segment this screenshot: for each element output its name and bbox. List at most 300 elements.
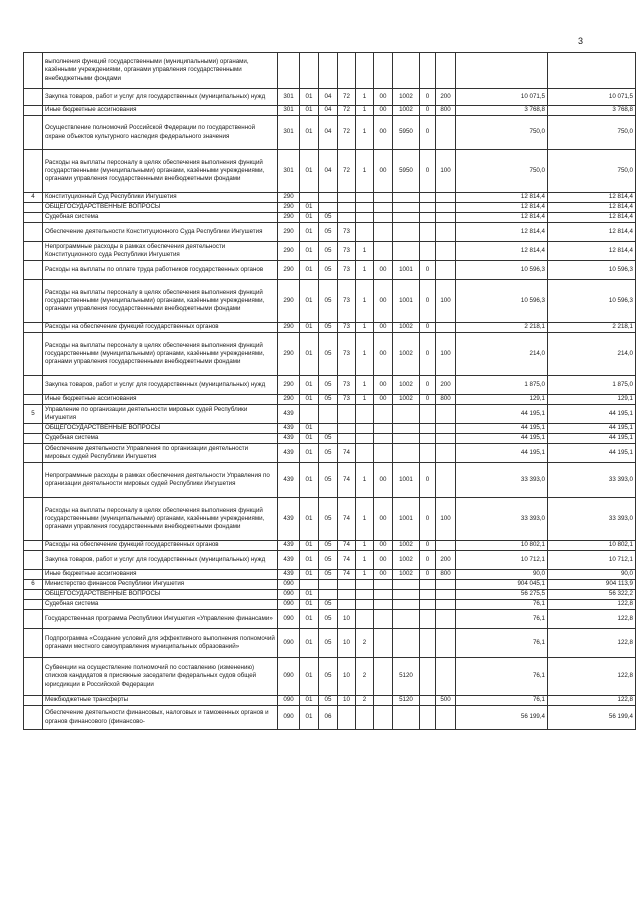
ministry-code-cell: 439 [278, 551, 300, 570]
item-name-cell: Непрограммные расходы в рамках обеспечения деятельности Управления по организации деятельности мировых судей Республики Ингушетия [43, 463, 278, 498]
ministry-code-cell: 290 [278, 242, 300, 261]
ministry-code-cell: 439 [278, 424, 300, 434]
subsection-code-cell [319, 203, 338, 213]
ministry-code-cell: 439 [278, 463, 300, 498]
subsection-code-cell: 05 [319, 610, 338, 629]
table-row [24, 600, 636, 610]
amount-2-cell: 33 393,0 [548, 498, 636, 541]
program-code-cell: 73 [338, 261, 356, 280]
page-number: 3 [578, 36, 584, 46]
subprogram-code-cell: 1 [356, 333, 374, 376]
row-number-cell [24, 434, 43, 444]
ministry-code-cell [278, 53, 300, 89]
row-number-cell [24, 444, 43, 463]
activity-code-cell [374, 424, 393, 434]
activity-code-cell: 00 [374, 395, 393, 405]
section-code-cell: 01 [300, 116, 319, 150]
amount-1-cell: 10 596,3 [456, 280, 548, 323]
item-name-cell: Иные бюджетные ассигнования [43, 395, 278, 405]
program-code-cell [338, 53, 356, 89]
expense-type-code-cell [436, 53, 456, 89]
ministry-code-cell: 439 [278, 444, 300, 463]
item-name-cell: Расходы на обеспечение функций государственных органов [43, 323, 278, 333]
program-code-cell [338, 213, 356, 223]
row-number-cell [24, 590, 43, 600]
program-code-cell: 10 [338, 696, 356, 706]
activity-code-cell [374, 434, 393, 444]
table-row [24, 405, 636, 424]
expense-type-code-cell [436, 463, 456, 498]
row-number-cell [24, 463, 43, 498]
row-number-cell [24, 706, 43, 730]
row-number-cell: 5 [24, 405, 43, 424]
subsection-code-cell: 05 [319, 498, 338, 541]
sub-direction-code-cell [420, 242, 436, 261]
amount-2-cell: 122,8 [548, 600, 636, 610]
subsection-code-cell: 04 [319, 106, 338, 116]
subsection-code-cell [319, 424, 338, 434]
sub-direction-code-cell [420, 405, 436, 424]
subprogram-code-cell: 1 [356, 376, 374, 395]
direction-code-cell [393, 590, 420, 600]
item-name-cell: Закупка товаров, работ и услуг для государственных (муниципальных) нужд [43, 551, 278, 570]
subprogram-code-cell [356, 193, 374, 203]
amount-1-cell: 10 802,1 [456, 541, 548, 551]
sub-direction-code-cell: 0 [420, 333, 436, 376]
direction-code-cell: 1002 [393, 570, 420, 580]
activity-code-cell: 00 [374, 541, 393, 551]
subsection-code-cell: 05 [319, 333, 338, 376]
program-code-cell: 74 [338, 498, 356, 541]
section-code-cell: 01 [300, 600, 319, 610]
row-number-cell [24, 600, 43, 610]
expense-type-code-cell [436, 610, 456, 629]
program-code-cell [338, 405, 356, 424]
ministry-code-cell: 301 [278, 116, 300, 150]
direction-code-cell [393, 434, 420, 444]
subprogram-code-cell [356, 203, 374, 213]
program-code-cell: 74 [338, 541, 356, 551]
row-number-cell [24, 376, 43, 395]
amount-1-cell: 44 195,1 [456, 424, 548, 434]
ministry-code-cell: 290 [278, 376, 300, 395]
sub-direction-code-cell: 0 [420, 498, 436, 541]
subsection-code-cell: 05 [319, 434, 338, 444]
direction-code-cell: 1002 [393, 395, 420, 405]
item-name-cell: Обеспечение деятельности Конституционного Суда Республики Ингушетия [43, 223, 278, 242]
program-code-cell: 74 [338, 444, 356, 463]
section-code-cell: 01 [300, 629, 319, 658]
row-number-cell [24, 242, 43, 261]
sub-direction-code-cell [420, 444, 436, 463]
ministry-code-cell: 301 [278, 106, 300, 116]
amount-2-cell: 12 814,4 [548, 193, 636, 203]
row-number-cell [24, 658, 43, 696]
row-number-cell [24, 696, 43, 706]
amount-2-cell: 33 393,0 [548, 463, 636, 498]
table-row [24, 395, 636, 405]
sub-direction-code-cell [420, 706, 436, 730]
expense-type-code-cell [436, 706, 456, 730]
expense-type-code-cell [436, 405, 456, 424]
direction-code-cell [393, 706, 420, 730]
subprogram-code-cell: 1 [356, 116, 374, 150]
subprogram-code-cell: 1 [356, 106, 374, 116]
subprogram-code-cell [356, 53, 374, 89]
sub-direction-code-cell: 0 [420, 106, 436, 116]
row-number-cell: 6 [24, 580, 43, 590]
section-code-cell: 01 [300, 706, 319, 730]
expense-type-code-cell: 100 [436, 150, 456, 193]
item-name-cell: Управление по организации деятельности мировых судей Республики Ингушетия [43, 405, 278, 424]
sub-direction-code-cell: 0 [420, 551, 436, 570]
section-code-cell: 01 [300, 150, 319, 193]
amount-2-cell: 12 814,4 [548, 242, 636, 261]
ministry-code-cell: 090 [278, 706, 300, 730]
subprogram-code-cell: 1 [356, 150, 374, 193]
amount-1-cell: 10 712,1 [456, 551, 548, 570]
subprogram-code-cell [356, 434, 374, 444]
section-code-cell: 01 [300, 106, 319, 116]
ministry-code-cell: 090 [278, 696, 300, 706]
table-row [24, 424, 636, 434]
table-row [24, 696, 636, 706]
item-name-cell: Расходы на выплаты по оплате труда работников государственных органов [43, 261, 278, 280]
amount-2-cell: 44 195,1 [548, 405, 636, 424]
direction-code-cell: 5120 [393, 658, 420, 696]
row-number-cell [24, 280, 43, 323]
item-name-cell: ОБЩЕГОСУДАРСТВЕННЫЕ ВОПРОСЫ [43, 203, 278, 213]
expense-type-code-cell [436, 193, 456, 203]
program-code-cell: 73 [338, 242, 356, 261]
item-name-cell: Обеспечение деятельности Управления по организации деятельности мировых судей Республики Ингушетия [43, 444, 278, 463]
amount-1-cell: 12 814,4 [456, 213, 548, 223]
subprogram-code-cell [356, 424, 374, 434]
expense-type-code-cell [436, 213, 456, 223]
program-code-cell: 10 [338, 658, 356, 696]
program-code-cell: 73 [338, 223, 356, 242]
subprogram-code-cell: 1 [356, 463, 374, 498]
table-row [24, 106, 636, 116]
subprogram-code-cell: 1 [356, 280, 374, 323]
subprogram-code-cell: 1 [356, 395, 374, 405]
amount-1-cell: 44 195,1 [456, 444, 548, 463]
activity-code-cell [374, 706, 393, 730]
direction-code-cell [393, 424, 420, 434]
direction-code-cell: 1002 [393, 106, 420, 116]
amount-2-cell: 214,0 [548, 333, 636, 376]
expense-type-code-cell [436, 323, 456, 333]
subprogram-code-cell: 1 [356, 242, 374, 261]
program-code-cell [338, 203, 356, 213]
program-code-cell: 74 [338, 570, 356, 580]
program-code-cell [338, 706, 356, 730]
ministry-code-cell: 301 [278, 89, 300, 106]
expense-type-code-cell [436, 424, 456, 434]
table-row [24, 610, 636, 629]
direction-code-cell [393, 53, 420, 89]
amount-1-cell: 12 814,4 [456, 193, 548, 203]
expense-type-code-cell [436, 223, 456, 242]
subprogram-code-cell [356, 706, 374, 730]
program-code-cell [338, 434, 356, 444]
activity-code-cell: 00 [374, 116, 393, 150]
amount-1-cell: 90,0 [456, 570, 548, 580]
direction-code-cell [393, 405, 420, 424]
item-name-cell: Подпрограмма «Создание условий для эффективного выполнения полномочий органами местного самоуправления муниципальных образований» [43, 629, 278, 658]
program-code-cell: 72 [338, 116, 356, 150]
amount-2-cell: 10 596,3 [548, 261, 636, 280]
section-code-cell: 01 [300, 424, 319, 434]
amount-1-cell: 33 393,0 [456, 463, 548, 498]
expense-type-code-cell [436, 590, 456, 600]
sub-direction-code-cell [420, 213, 436, 223]
subsection-code-cell [319, 193, 338, 203]
program-code-cell [338, 590, 356, 600]
ministry-code-cell: 090 [278, 658, 300, 696]
item-name-cell: Иные бюджетные ассигнования [43, 570, 278, 580]
ministry-code-cell: 090 [278, 629, 300, 658]
subsection-code-cell: 05 [319, 242, 338, 261]
section-code-cell: 01 [300, 610, 319, 629]
sub-direction-code-cell: 0 [420, 89, 436, 106]
amount-2-cell: 122,8 [548, 658, 636, 696]
subprogram-code-cell: 1 [356, 541, 374, 551]
amount-1-cell: 129,1 [456, 395, 548, 405]
subsection-code-cell: 05 [319, 261, 338, 280]
ministry-code-cell: 090 [278, 610, 300, 629]
item-name-cell: Обеспечение деятельности финансовых, налоговых и таможенных органов и органов финансового (финансово- [43, 706, 278, 730]
sub-direction-code-cell [420, 223, 436, 242]
expense-type-code-cell: 800 [436, 395, 456, 405]
row-number-cell [24, 498, 43, 541]
activity-code-cell [374, 696, 393, 706]
table-row [24, 570, 636, 580]
ministry-code-cell: 439 [278, 570, 300, 580]
sub-direction-code-cell: 0 [420, 280, 436, 323]
sub-direction-code-cell: 0 [420, 541, 436, 551]
sub-direction-code-cell [420, 600, 436, 610]
subprogram-code-cell: 1 [356, 89, 374, 106]
amount-2-cell: 12 814,4 [548, 213, 636, 223]
activity-code-cell [374, 213, 393, 223]
item-name-cell: Закупка товаров, работ и услуг для государственных (муниципальных) нужд [43, 89, 278, 106]
table-row [24, 551, 636, 570]
direction-code-cell [393, 600, 420, 610]
program-code-cell [338, 580, 356, 590]
direction-code-cell: 1002 [393, 323, 420, 333]
amount-1-cell: 76,1 [456, 610, 548, 629]
amount-1-cell: 33 393,0 [456, 498, 548, 541]
amount-2-cell: 56 322,2 [548, 590, 636, 600]
sub-direction-code-cell [420, 590, 436, 600]
expense-type-code-cell [436, 580, 456, 590]
row-number-cell [24, 223, 43, 242]
program-code-cell [338, 193, 356, 203]
section-code-cell: 01 [300, 498, 319, 541]
amount-1-cell: 2 218,1 [456, 323, 548, 333]
direction-code-cell [393, 193, 420, 203]
table-row [24, 242, 636, 261]
direction-code-cell: 1002 [393, 551, 420, 570]
expense-type-code-cell: 200 [436, 89, 456, 106]
table-row [24, 323, 636, 333]
ministry-code-cell: 439 [278, 541, 300, 551]
activity-code-cell: 00 [374, 551, 393, 570]
activity-code-cell [374, 610, 393, 629]
sub-direction-code-cell: 0 [420, 323, 436, 333]
subsection-code-cell: 05 [319, 395, 338, 405]
ministry-code-cell: 290 [278, 323, 300, 333]
ministry-code-cell: 090 [278, 600, 300, 610]
section-code-cell: 01 [300, 463, 319, 498]
sub-direction-code-cell [420, 203, 436, 213]
section-code-cell: 01 [300, 590, 319, 600]
section-code-cell [300, 580, 319, 590]
section-code-cell: 01 [300, 223, 319, 242]
ministry-code-cell: 301 [278, 150, 300, 193]
table-row [24, 498, 636, 541]
expense-type-code-cell [436, 261, 456, 280]
item-name-cell: Иные бюджетные ассигнования [43, 106, 278, 116]
activity-code-cell: 00 [374, 498, 393, 541]
section-code-cell: 01 [300, 203, 319, 213]
direction-code-cell: 1002 [393, 89, 420, 106]
section-code-cell: 01 [300, 395, 319, 405]
table-body [24, 53, 636, 730]
subsection-code-cell: 05 [319, 463, 338, 498]
subprogram-code-cell [356, 580, 374, 590]
item-name-cell: Субвенции на осуществление полномочий по составлению (изменению) списков кандидатов в присяжные заседатели федеральных судов общей юрисдикции в Российской Федерации [43, 658, 278, 696]
row-number-cell [24, 541, 43, 551]
subsection-code-cell: 05 [319, 551, 338, 570]
table-row [24, 658, 636, 696]
subprogram-code-cell: 1 [356, 498, 374, 541]
subsection-code-cell: 05 [319, 541, 338, 551]
subsection-code-cell: 05 [319, 323, 338, 333]
item-name-cell: выполнения функций государственными (муниципальными) органами, казёнными учреждениями, органами управления государственными внебюджетными фондами [43, 53, 278, 89]
program-code-cell: 72 [338, 106, 356, 116]
amount-2-cell [548, 53, 636, 89]
row-number-cell [24, 261, 43, 280]
activity-code-cell [374, 590, 393, 600]
row-number-cell [24, 213, 43, 223]
expense-type-code-cell: 200 [436, 551, 456, 570]
amount-1-cell: 56 199,4 [456, 706, 548, 730]
table-row [24, 444, 636, 463]
table-row [24, 434, 636, 444]
sub-direction-code-cell [420, 580, 436, 590]
row-number-cell [24, 551, 43, 570]
sub-direction-code-cell: 0 [420, 570, 436, 580]
item-name-cell: Судебная система [43, 600, 278, 610]
row-number-cell [24, 570, 43, 580]
program-code-cell: 73 [338, 395, 356, 405]
table-row [24, 463, 636, 498]
expense-type-code-cell: 100 [436, 280, 456, 323]
subprogram-code-cell [356, 600, 374, 610]
table-row [24, 590, 636, 600]
section-code-cell: 01 [300, 444, 319, 463]
row-number-cell [24, 424, 43, 434]
section-code-cell: 01 [300, 333, 319, 376]
subsection-code-cell [319, 590, 338, 600]
sub-direction-code-cell: 0 [420, 116, 436, 150]
item-name-cell: Расходы на выплаты персоналу в целях обеспечения выполнения функций государственными (муниципальными) органами, казёнными учреждениями, органами управления государственными внебюджетными фондами [43, 333, 278, 376]
direction-code-cell [393, 444, 420, 463]
amount-1-cell [456, 53, 548, 89]
sub-direction-code-cell [420, 658, 436, 696]
row-number-cell [24, 629, 43, 658]
amount-1-cell: 750,0 [456, 150, 548, 193]
item-name-cell: Расходы на выплаты персоналу в целях обеспечения выполнения функций государственными (муниципальными) органами, казёнными учреждениями, органами управления государственными внебюджетными фондами [43, 150, 278, 193]
table-row [24, 280, 636, 323]
amount-1-cell: 3 768,8 [456, 106, 548, 116]
table-row [24, 580, 636, 590]
program-code-cell: 73 [338, 333, 356, 376]
item-name-cell: Межбюджетные трансферты [43, 696, 278, 706]
subprogram-code-cell: 2 [356, 696, 374, 706]
direction-code-cell [393, 203, 420, 213]
program-code-cell: 74 [338, 463, 356, 498]
ministry-code-cell: 290 [278, 280, 300, 323]
expense-type-code-cell: 800 [436, 570, 456, 580]
section-code-cell: 01 [300, 434, 319, 444]
program-code-cell [338, 600, 356, 610]
amount-1-cell: 76,1 [456, 696, 548, 706]
activity-code-cell: 00 [374, 323, 393, 333]
subsection-code-cell: 05 [319, 280, 338, 323]
sub-direction-code-cell [420, 610, 436, 629]
table-row [24, 193, 636, 203]
subsection-code-cell: 05 [319, 213, 338, 223]
amount-2-cell: 904 113,9 [548, 580, 636, 590]
program-code-cell: 10 [338, 629, 356, 658]
subsection-code-cell: 05 [319, 223, 338, 242]
subsection-code-cell [319, 405, 338, 424]
program-code-cell: 73 [338, 280, 356, 323]
expense-type-code-cell: 800 [436, 106, 456, 116]
ministry-code-cell: 439 [278, 405, 300, 424]
expense-type-code-cell [436, 116, 456, 150]
sub-direction-code-cell: 0 [420, 150, 436, 193]
section-code-cell: 01 [300, 261, 319, 280]
activity-code-cell: 00 [374, 106, 393, 116]
subsection-code-cell: 05 [319, 376, 338, 395]
amount-1-cell: 12 814,4 [456, 203, 548, 213]
amount-1-cell: 76,1 [456, 629, 548, 658]
subprogram-code-cell: 1 [356, 323, 374, 333]
table-row [24, 116, 636, 150]
subprogram-code-cell: 1 [356, 570, 374, 580]
direction-code-cell [393, 213, 420, 223]
item-name-cell: Расходы на выплаты персоналу в целях обеспечения выполнения функций государственными (муниципальными) органами, казёнными учреждениями, органами управления государственными внебюджетными фондами [43, 498, 278, 541]
expense-type-code-cell: 500 [436, 696, 456, 706]
activity-code-cell: 00 [374, 333, 393, 376]
item-name-cell: Расходы на обеспечение функций государственных органов [43, 541, 278, 551]
activity-code-cell [374, 242, 393, 261]
program-code-cell: 73 [338, 323, 356, 333]
amount-2-cell: 56 199,4 [548, 706, 636, 730]
subprogram-code-cell: 1 [356, 261, 374, 280]
item-name-cell: Осуществление полномочий Российской Федерации по государственной охране объектов культурного наследия федерального значения [43, 116, 278, 150]
section-code-cell: 01 [300, 570, 319, 580]
subsection-code-cell: 04 [319, 89, 338, 106]
amount-2-cell: 122,8 [548, 629, 636, 658]
section-code-cell: 01 [300, 323, 319, 333]
direction-code-cell: 1002 [393, 541, 420, 551]
row-number-cell [24, 53, 43, 89]
